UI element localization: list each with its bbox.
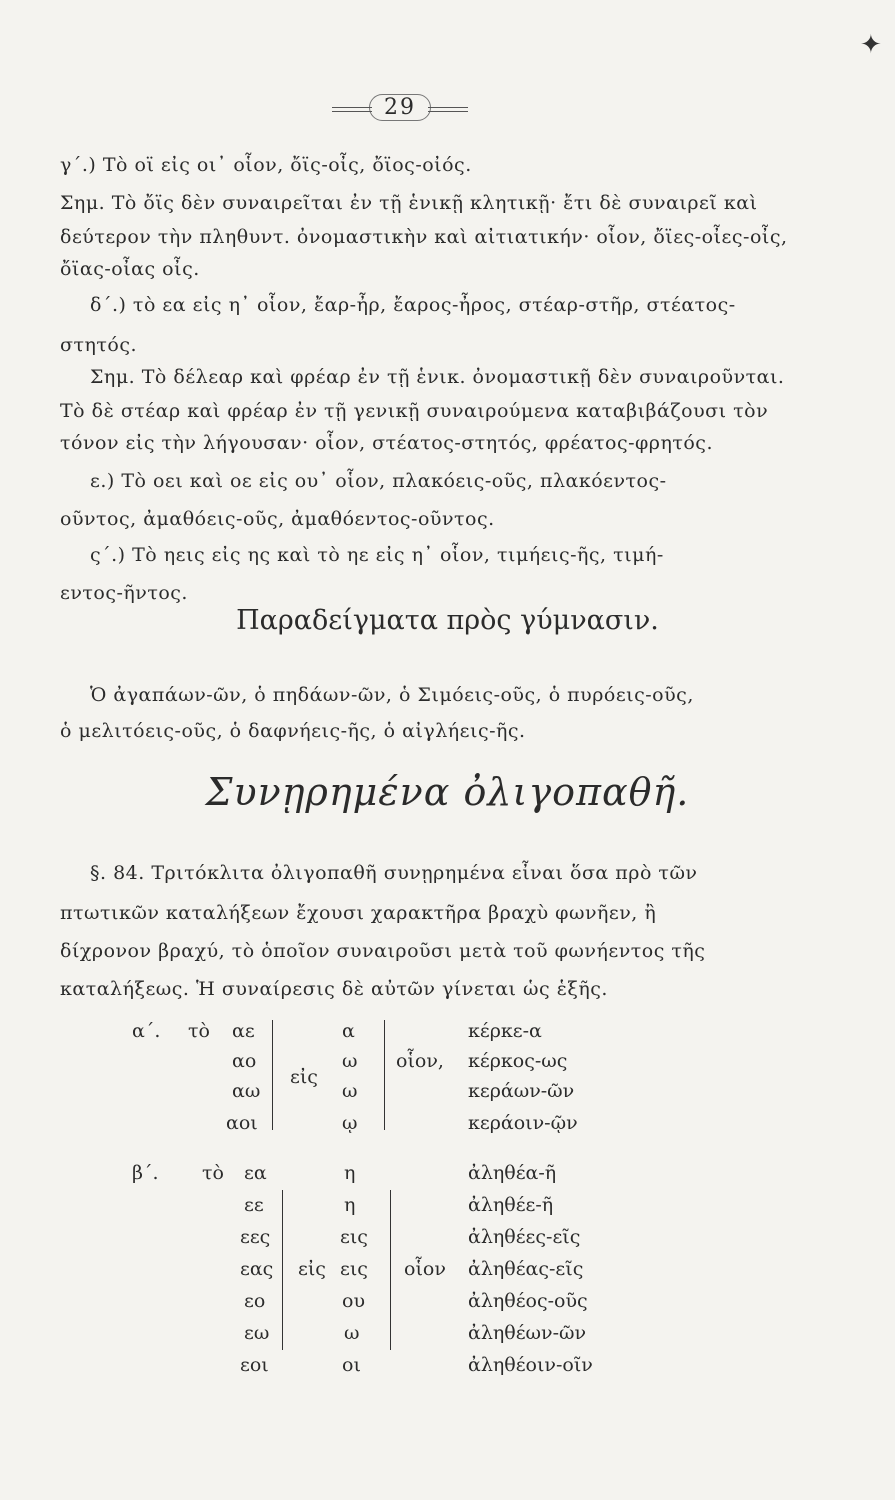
- table-example: ἀληθέε-ῆ: [468, 1194, 554, 1216]
- text-line: οῦντος, ἀμαθόεις-οῦς, ἀμαθόεντος-οῦντος.: [60, 508, 495, 530]
- table-oion: οἷον: [404, 1258, 446, 1280]
- section-line: πτωτικῶν καταλήξεων ἔχουσι χαρακτῆρα βραχὺ φωνῆεν, ἢ: [60, 902, 657, 924]
- right-brace: [390, 1190, 391, 1350]
- text-line: ὄϊας-οἶας οἶς.: [60, 258, 200, 280]
- table-example: κέρκος-ως: [468, 1050, 568, 1072]
- right-brace: [384, 1020, 385, 1130]
- table-example: ἀληθέας-εῖς: [468, 1258, 584, 1280]
- table-to: εις: [340, 1258, 368, 1280]
- table-oion: οἷον,: [396, 1050, 444, 1072]
- table-eis: εἰς: [290, 1066, 318, 1088]
- table-to: εις: [340, 1226, 368, 1248]
- table-example: κέρκε-α: [468, 1020, 542, 1042]
- text-line: γ΄.) Τὸ οϊ εἰς οι᾿ οἷον, ὄϊς-οἶς, ὄϊος-οἰός.: [60, 154, 472, 176]
- table-from: αο: [232, 1050, 257, 1072]
- page-number: 29: [340, 90, 460, 126]
- text-line: δεύτερον τὴν πληθυντ. ὀνομαστικὴν καὶ αἰτιατικήν· οἷον, ὄϊες-οἶες-οἶς,: [60, 226, 788, 248]
- table-from: εο: [244, 1290, 266, 1312]
- table-to: ω: [342, 1050, 358, 1072]
- table-example: ἀληθέων-ῶν: [468, 1322, 587, 1344]
- margin-mark: ✦: [860, 30, 882, 60]
- table-example: ἀληθέες-εῖς: [468, 1226, 581, 1248]
- table-from: εοι: [240, 1354, 269, 1376]
- table-from: εω: [244, 1322, 270, 1344]
- table-example: κεράων-ῶν: [468, 1080, 575, 1102]
- table-from: εες: [240, 1226, 271, 1248]
- table-from: εε: [244, 1194, 264, 1216]
- exercises-title: Παραδείγματα πρὸς γύμνασιν.: [236, 605, 659, 636]
- table-example: ἀληθέοιν-οῖν: [468, 1354, 593, 1376]
- table-to: η: [344, 1162, 356, 1184]
- table-example: ἀληθέα-ῆ: [468, 1162, 557, 1184]
- table-eis: εἰς: [298, 1258, 326, 1280]
- section-line: δίχρονον βραχύ, τὸ ὁποῖον συναιροῦσι μετὰ τοῦ φωνήεντος τῆς: [60, 940, 706, 962]
- table-to: οι: [342, 1354, 361, 1376]
- table-from: εα: [244, 1162, 267, 1184]
- exercise-line: Ὁ ἀγαπάων-ῶν, ὁ πηδάων-ῶν, ὁ Σιμόεις-οῦς, ὁ πυρόεις-οῦς,: [90, 684, 694, 706]
- text-line: εντος-ῆντος.: [60, 582, 188, 604]
- section-line: §. 84. Τριτόκλιτα ὀλιγοπαθῆ συνῃρημένα εἶναι ὅσα πρὸ τῶν: [90, 862, 698, 884]
- table-marker: α΄.: [132, 1020, 161, 1042]
- text-line: ς΄.) Τὸ ηεις εἰς ης καὶ τὸ ηε εἰς η᾿ οἷον, τιμήεις-ῆς, τιμή-: [90, 544, 664, 566]
- text-line: τόνον εἰς τὴν λήγουσαν· οἷον, στέατος-στητός, φρέατος-φρητός.: [60, 432, 713, 454]
- exercise-line: ὁ μελιτόεις-οῦς, ὁ δαφνήεις-ῆς, ὁ αἰγλήεις-ῆς.: [60, 720, 526, 742]
- table-to: ω: [344, 1322, 360, 1344]
- text-line: δ΄.) τὸ εα εἰς η᾿ οἷον, ἔαρ-ἦρ, ἔαρος-ἦρος, στέαρ-στῆρ, στέατος-: [90, 294, 736, 316]
- text-line: Σημ. Τὸ ὄϊς δὲν συναιρεῖται ἐν τῇ ἑνικῇ κλητικῇ· ἔτι δὲ συναιρεῖ καὶ: [60, 192, 758, 214]
- table-to: ου: [342, 1290, 365, 1312]
- table-from: αω: [232, 1080, 261, 1102]
- left-brace: [272, 1020, 273, 1130]
- table-to: α: [342, 1020, 355, 1042]
- table-to: ῳ: [342, 1112, 358, 1134]
- table-article: τὸ: [188, 1020, 210, 1042]
- table-example: κεράοιν-ῷν: [468, 1112, 578, 1134]
- table-to: ω: [342, 1080, 358, 1102]
- table-marker: β΄.: [132, 1162, 159, 1184]
- table-example: ἀληθέος-οῦς: [468, 1290, 588, 1312]
- text-line: Τὸ δὲ στέαρ καὶ φρέαρ ἐν τῇ γενικῇ συναιρούμενα καταβιβάζουσι τὸν: [60, 400, 769, 422]
- table-article: τὸ: [202, 1162, 224, 1184]
- text-line: Σημ. Τὸ δέλεαρ καὶ φρέαρ ἐν τῇ ἑνικ. ὀνομαστικῇ δὲν συναιροῦνται.: [90, 366, 785, 388]
- table-to: η: [344, 1194, 356, 1216]
- table-from: εας: [240, 1258, 274, 1280]
- section-line: καταλήξεως. Ἡ συναίρεσις δὲ αὐτῶν γίνεται ὡς ἑξῆς.: [60, 978, 608, 1000]
- text-line: στητός.: [60, 334, 137, 356]
- table-from: αε: [232, 1020, 255, 1042]
- text-line: ε.) Τὸ οει καὶ οε εἰς ου᾿ οἷον, πλακόεις-οῦς, πλακόεντος-: [90, 470, 667, 492]
- table-from: αοι: [226, 1112, 258, 1134]
- left-brace: [282, 1190, 283, 1350]
- section-heading: Συνῃρημένα ὀλιγοπαθῆ.: [205, 770, 690, 814]
